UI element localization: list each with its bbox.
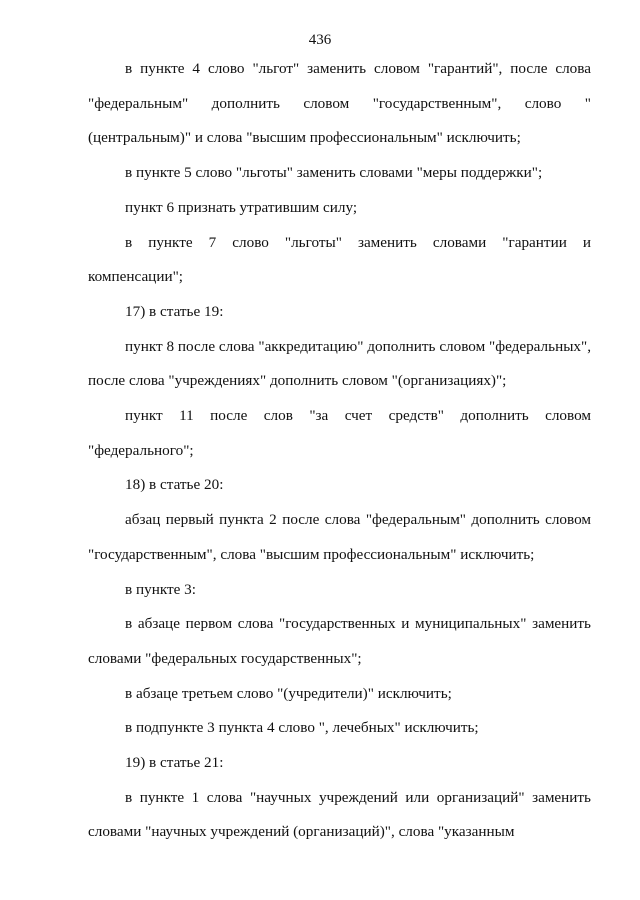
paragraph: в пункте 5 слово "льготы" заменить словами "меры поддержки"; <box>125 164 543 182</box>
paragraph: 19) в статье 21: <box>125 754 224 772</box>
paragraph: 18) в статье 20: <box>125 476 224 494</box>
paragraph: в пункте 4 слово "льгот" заменить словом "гарантий", после слова "федеральным" дополнить словом "государственным", слово "(центральным)" и слова "высшим профессиональным" исключить; <box>88 60 591 147</box>
document-body <box>88 52 591 850</box>
paragraph: в абзаце первом слова "государственных и муниципальных" заменить словами "федеральных государственных"; <box>88 615 591 667</box>
paragraph: в пункте 7 слово "льготы" заменить словами "гарантии и компенсации"; <box>88 233 591 286</box>
paragraph: в подпункте 3 пункта 4 слово ", лечебных" исключить; <box>125 719 479 737</box>
paragraph: в пункте 1 слова "научных учреждений или организаций" заменить словами "научных учреждений (организаций)", слова "указанным <box>88 788 591 841</box>
paragraph: в абзаце третьем слово "(учредители)" исключить; <box>125 684 452 702</box>
page-number: 436 <box>308 32 332 48</box>
paragraph: абзац первый пункта 2 после слова "федеральным" дополнить словом "государственным", слова "высшим профессиональным" исключить; <box>88 511 591 563</box>
paragraph: пункт 8 после слова "аккредитацию" дополнить словом "федеральных", после слова "учреждениях" дополнить словом "(организациях)"; <box>88 337 591 390</box>
paragraph: пункт 6 признать утратившим силу; <box>125 198 358 216</box>
paragraph: пункт 11 после слов "за счет средств" дополнить словом "федерального"; <box>88 407 591 459</box>
paragraph: 17) в статье 19: <box>125 302 224 320</box>
paragraph: в пункте 3: <box>125 580 196 598</box>
